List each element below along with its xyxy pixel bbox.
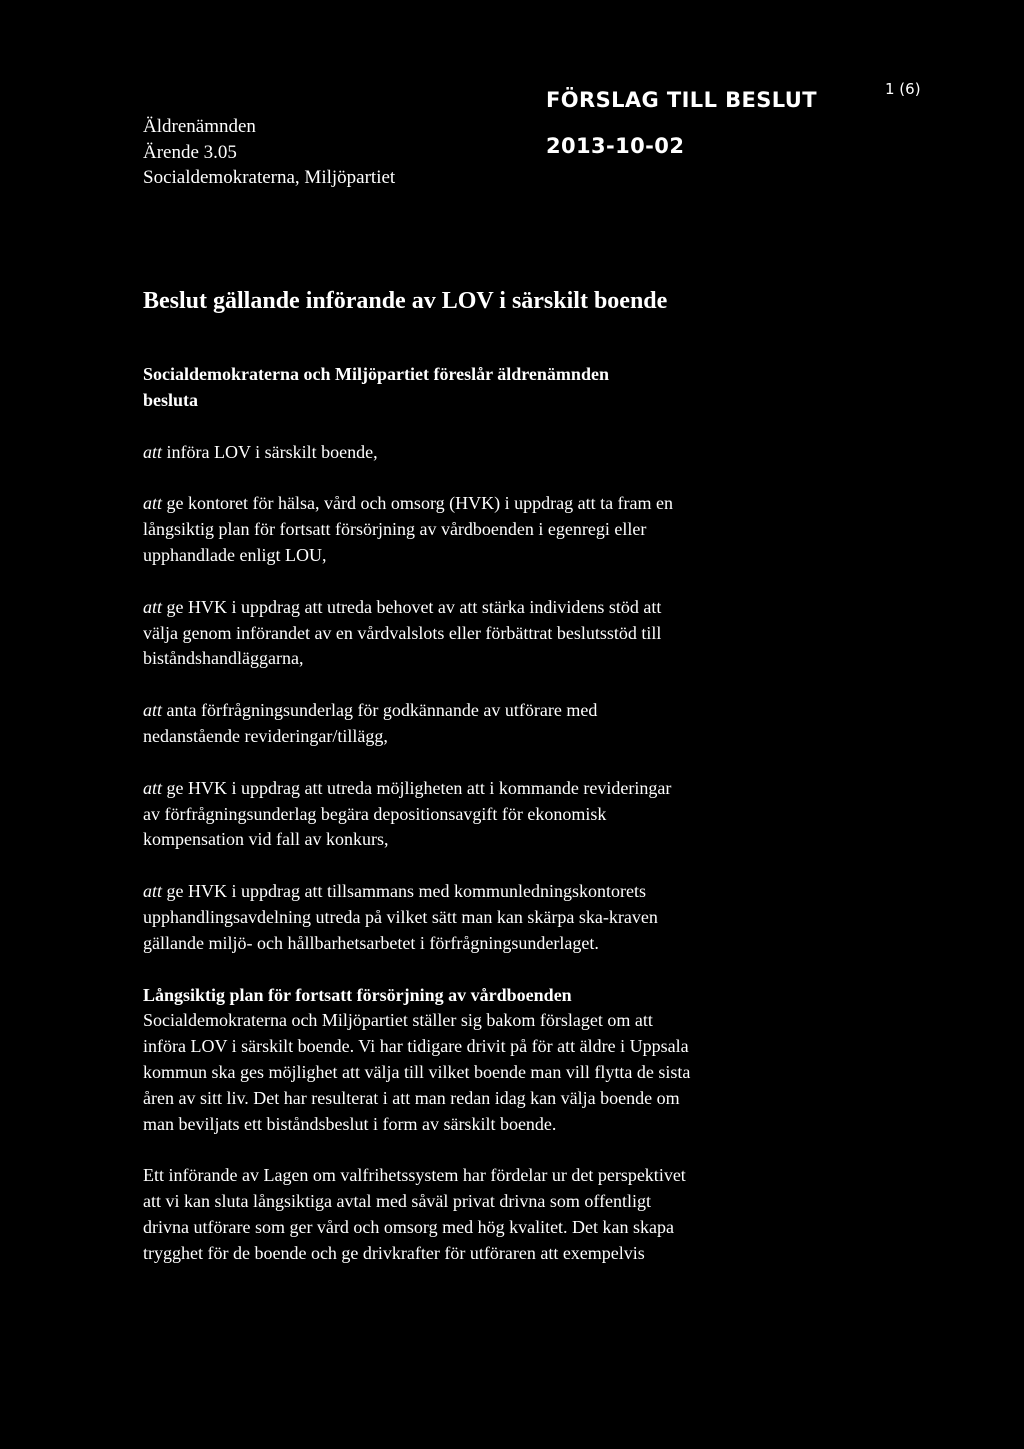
att-word: att [143, 493, 163, 514]
att-word: att [143, 777, 163, 798]
att-word: att [143, 881, 163, 902]
paragraph-line: åren av sitt liv. Det har resulterat i att man redan idag kan välja boende om [143, 1087, 680, 1108]
page-number: 1 (6) [885, 80, 921, 98]
paragraph-line: drivna utförare som ger vård och omsorg med hög kvalitet. Det kan skapa [143, 1216, 675, 1237]
document-date: 2013-10-02 [546, 134, 685, 158]
organization-name: Äldrenämnden [143, 116, 256, 137]
paragraph-line: Socialdemokraterna och Miljöpartiet ställer sig bakom förslaget om att [143, 1010, 653, 1031]
clause-4 [143, 698, 793, 750]
clause-line: av förfrågningsunderlag begära depositionsavgift för ekonomisk [143, 803, 607, 824]
clause-line [143, 491, 793, 517]
clause-5 [143, 776, 793, 853]
att-word: att [143, 441, 163, 462]
clause-6 [143, 879, 793, 956]
clause-3 [143, 595, 793, 672]
clause-text: ge HVK i uppdrag att tillsammans med kommunledningskontorets [162, 881, 646, 902]
clause-line: gällande miljö- och hållbarhetsarbetet i förfrågningsunderlaget. [143, 932, 599, 953]
clause-line [143, 698, 793, 724]
case-number: Ärende 3.05 [143, 141, 237, 163]
clause-line [143, 776, 793, 802]
paragraph-line: kommun ska ges möjlighet att välja till vilket boende man vill flytta de sista [143, 1061, 691, 1082]
lead-line: besluta [143, 389, 199, 410]
clause-text: ge HVK i uppdrag att utreda möjligheten att i kommande revideringar [162, 777, 672, 798]
paragraph-line: man beviljats ett biståndsbeslut i form av särskilt boende. [143, 1113, 557, 1134]
document-type: FÖRSLAG TILL BESLUT [546, 88, 817, 112]
section-paragraph-1 [143, 1008, 793, 1137]
header-info [143, 114, 395, 191]
clause-line: upphandlingsavdelning utreda på vilket sätt man kan skärpa ska-kraven [143, 906, 658, 927]
clause-text: införa LOV i särskilt boende, [162, 441, 378, 462]
clause-1 [143, 440, 793, 466]
paragraph-line: trygghet för de boende och ge drivkrafter för utföraren att exempelvis [143, 1242, 645, 1263]
clause-text: ge HVK i uppdrag att utreda behovet av att stärka individens stöd att [162, 596, 662, 617]
clause-line: kompensation vid fall av konkurs, [143, 829, 389, 850]
clause-line: välja genom införandet av en vårdvalslots eller förbättrat beslutsstöd till [143, 622, 662, 643]
lead-line: Socialdemokraterna och Miljöpartiet föreslår äldrenämnden [143, 364, 609, 384]
section-heading: Långsiktig plan för fortsatt försörjning av vårdboenden [143, 984, 572, 1005]
clause-line [143, 879, 793, 905]
section-paragraph-2 [143, 1163, 793, 1266]
document-title: Beslut gällande införande av LOV i särskilt boende [143, 288, 668, 314]
document-body [143, 362, 793, 1293]
clause-text: ge kontoret för hälsa, vård och omsorg (HVK) i uppdrag att ta fram en [162, 493, 674, 514]
clause-text: anta förfrågningsunderlag för godkännande av utförare med [162, 700, 598, 721]
clause-line [143, 440, 793, 466]
paragraph-line: att vi kan sluta långsiktiga avtal med såväl privat drivna som offentligt [143, 1191, 652, 1212]
clause-line: nedanstående revideringar/tillägg, [143, 725, 388, 746]
clause-line [143, 595, 793, 621]
clause-2 [143, 491, 793, 568]
paragraph-line: införa LOV i särskilt boende. Vi har tidigare drivit på för att äldre i Uppsala [143, 1036, 689, 1057]
clause-line: upphandlade enligt LOU, [143, 544, 327, 565]
clause-line: biståndshandläggarna, [143, 648, 304, 669]
lead-paragraph [143, 362, 793, 414]
proposing-parties: Socialdemokraterna, Miljöpartiet [143, 167, 396, 188]
att-word: att [143, 596, 163, 617]
att-word: att [143, 700, 163, 721]
paragraph-line: Ett införande av Lagen om valfrihetssystem har fördelar ur det perspektivet [143, 1165, 686, 1186]
clause-line: långsiktig plan för fortsatt försörjning av vårdboenden i egenregi eller [143, 519, 647, 540]
